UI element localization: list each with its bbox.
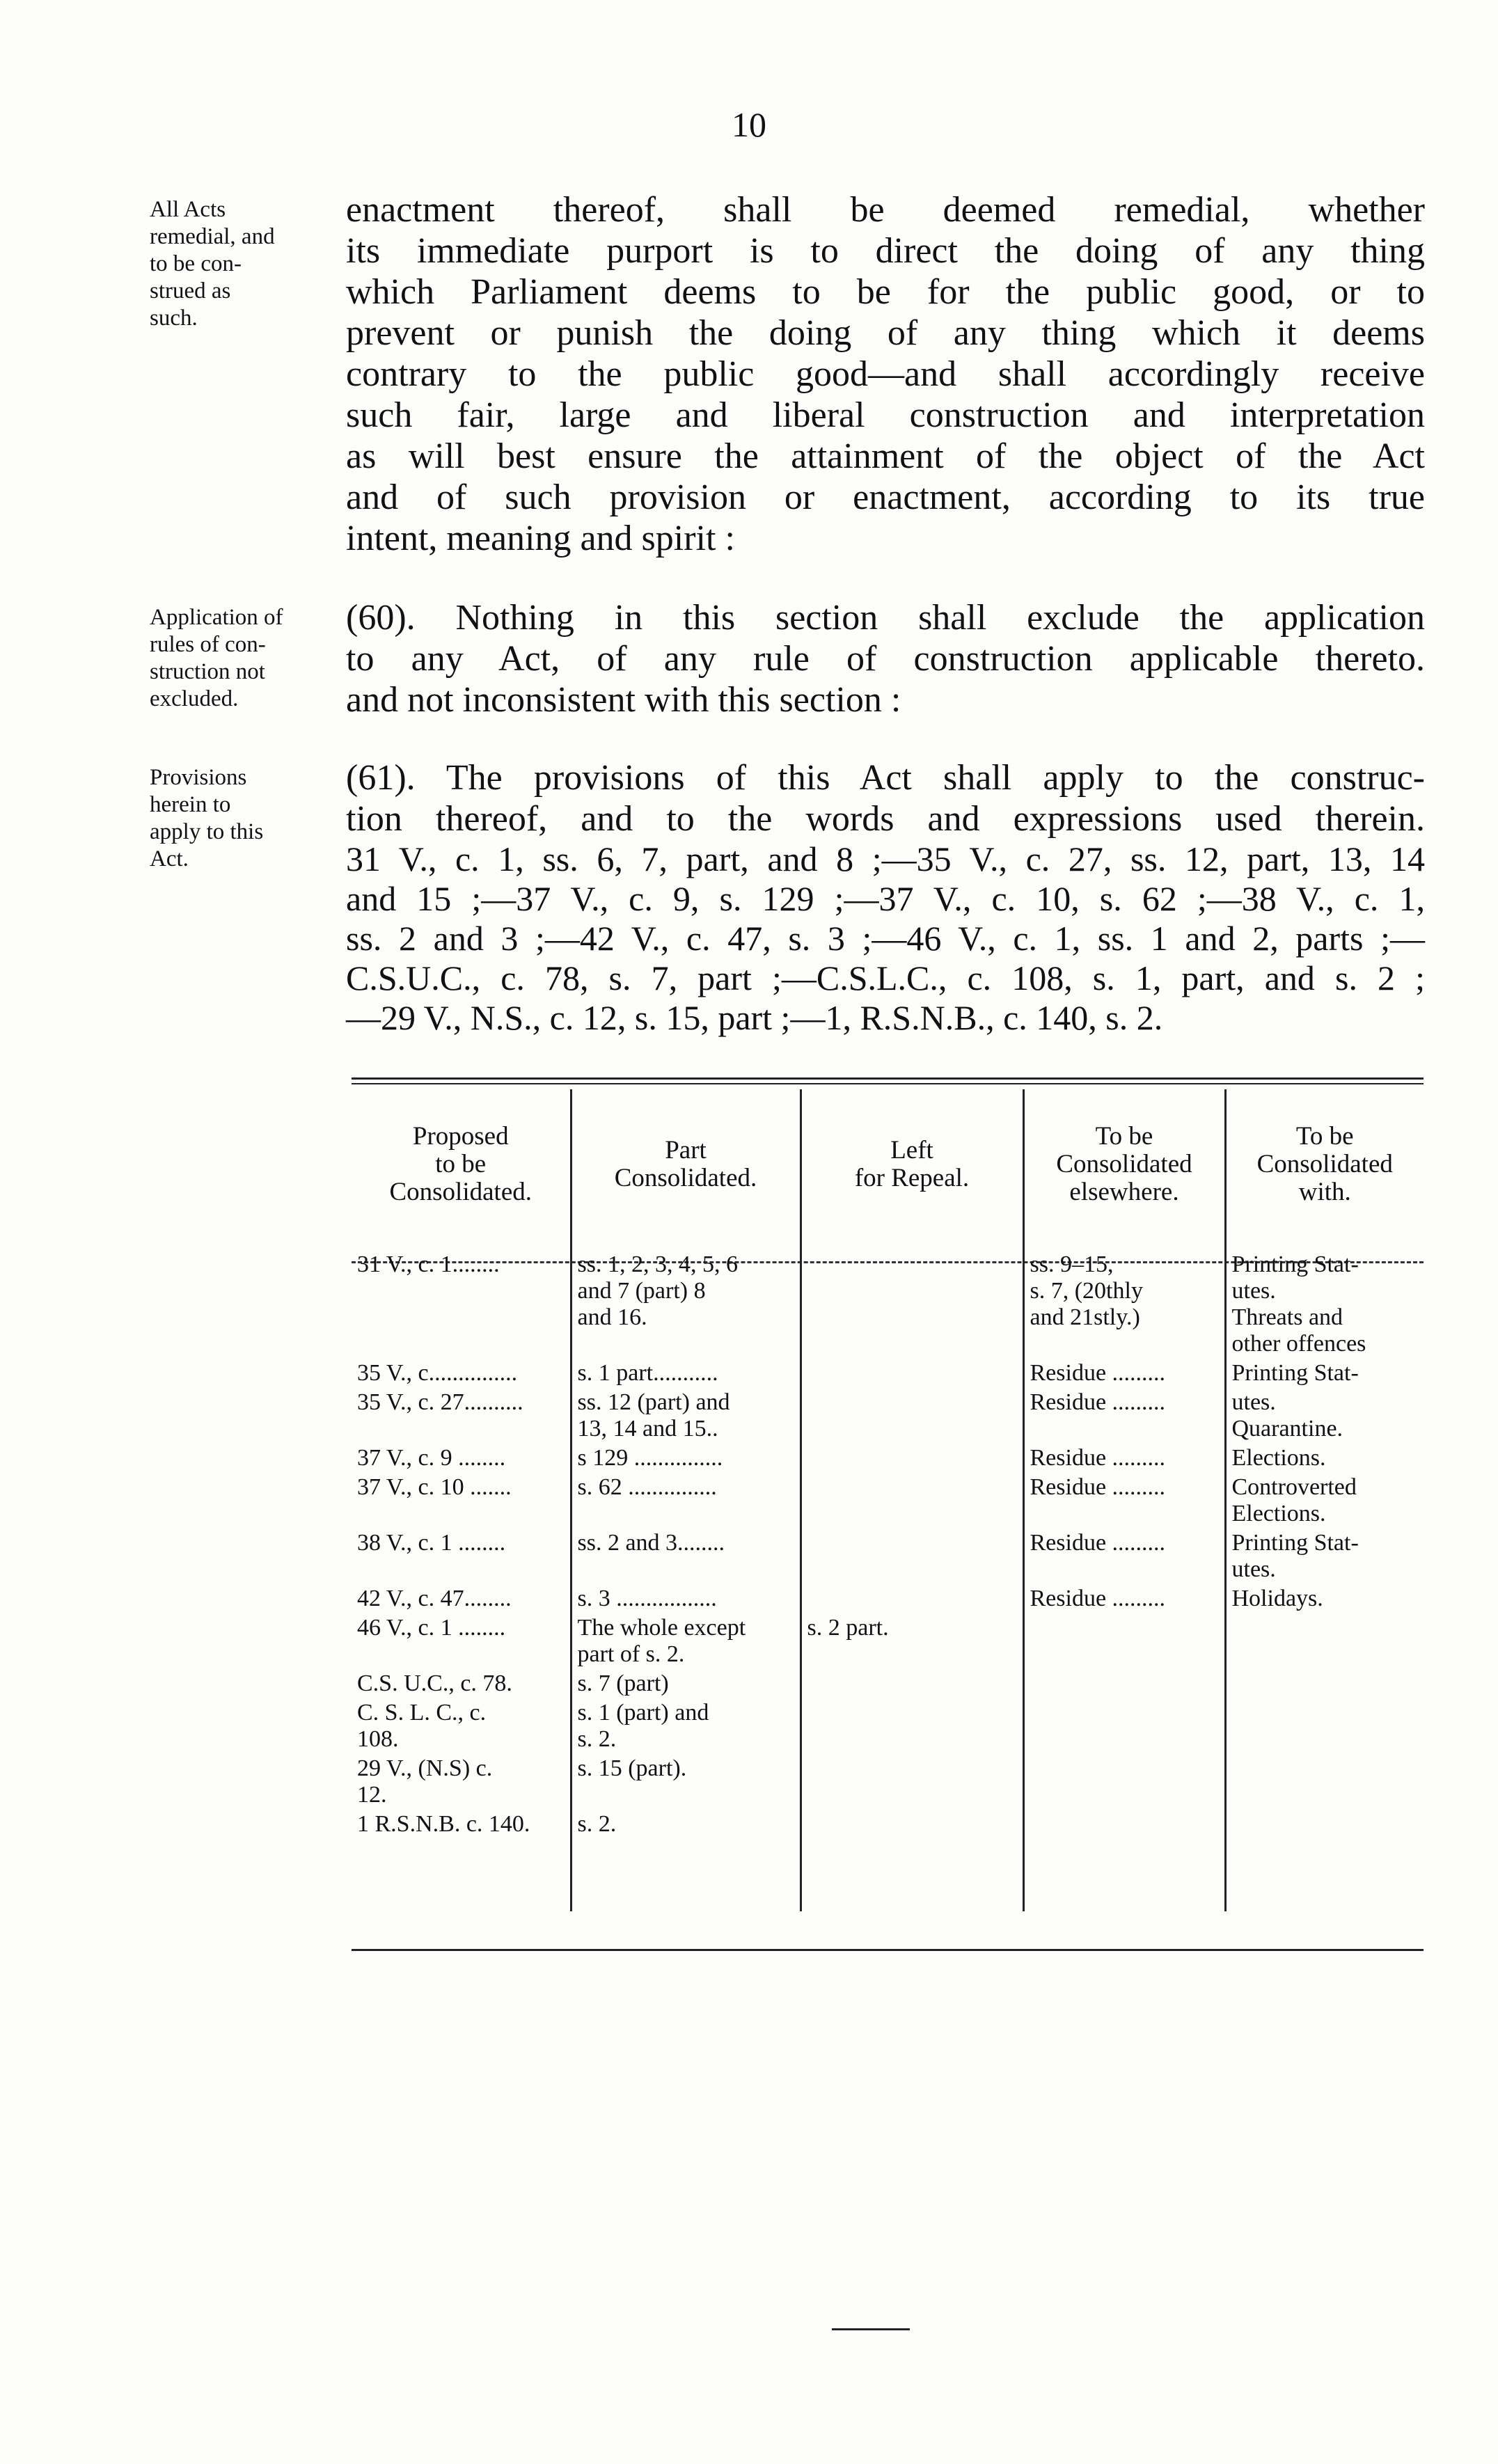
- citation-line: C.S.U.C., c. 78, s. 7, part ;—C.S.L.C., c. 108, s. 1, part, and s. 2 ;: [346, 958, 1425, 997]
- body-line: and not inconsistent with this section :: [346, 680, 901, 720]
- cell-line: Threats and: [1231, 1304, 1343, 1330]
- cell-line: ss. 9–15,: [1030, 1251, 1114, 1277]
- cell-with: [1225, 1529, 1424, 1584]
- cell-left: [801, 1388, 1023, 1444]
- cell-with: [1225, 1613, 1424, 1669]
- cell-part: [571, 1388, 801, 1444]
- table-row: [352, 1388, 1424, 1444]
- cell-with: [1225, 1669, 1424, 1698]
- cell-part: [571, 1359, 801, 1388]
- header-line: Consolidated.: [614, 1163, 757, 1192]
- filler-cell: [571, 1839, 801, 1911]
- cell-elsewhere: [1023, 1698, 1225, 1754]
- cell-elsewhere: [1023, 1669, 1225, 1698]
- cell-elsewhere: [1023, 1810, 1225, 1839]
- cell-line: 37 V., c. 10 .......: [357, 1474, 512, 1500]
- cell-line: and 21stly.): [1030, 1304, 1140, 1330]
- cell-line: s. 2.: [577, 1811, 617, 1837]
- filler-cell: [352, 1839, 571, 1911]
- section-61-text: [346, 757, 1425, 1038]
- cell-line: ss. 2 and 3........: [577, 1530, 725, 1556]
- body-line: enactment thereof, shall be deemed remedial, whether: [346, 190, 1425, 230]
- cell-part: [571, 1473, 801, 1529]
- cell-line: Residue .........: [1030, 1474, 1166, 1500]
- cell-line: Printing Stat-: [1231, 1530, 1359, 1556]
- table-row: [352, 1444, 1424, 1473]
- cell-line: Elections.: [1231, 1501, 1326, 1526]
- cell-line: other offences: [1231, 1331, 1366, 1357]
- body-line: and of such provision or enactment, according to its true: [346, 477, 1425, 517]
- cell-left: [801, 1613, 1023, 1669]
- margin-note-line: rules of con-: [150, 632, 266, 657]
- cell-proposed: [352, 1613, 571, 1669]
- cell-elsewhere: [1023, 1444, 1225, 1473]
- cell-part: [571, 1444, 801, 1473]
- cell-proposed: [352, 1529, 571, 1584]
- cell-left: [801, 1359, 1023, 1388]
- cell-proposed: [352, 1698, 571, 1754]
- cell-left: [801, 1698, 1023, 1754]
- consolidation-table: [352, 1089, 1424, 1911]
- cell-left: [801, 1584, 1023, 1613]
- citation-line: 31 V., c. 1, ss. 6, 7, part, and 8 ;—35 V., c. 27, ss. 12, part, 13, 14: [346, 839, 1425, 878]
- table-row: [352, 1239, 1424, 1359]
- page-number: 10: [732, 105, 766, 144]
- margin-note-line: remedial, and: [150, 224, 275, 249]
- cell-left: [801, 1754, 1023, 1810]
- cell-elsewhere: [1023, 1473, 1225, 1529]
- body-line: intent, meaning and spirit :: [346, 519, 735, 558]
- cell-left: [801, 1529, 1023, 1584]
- cell-proposed: [352, 1754, 571, 1810]
- citation-line: ss. 2 and 3 ;—42 V., c. 47, s. 3 ;—46 V., c. 1, ss. 1 and 2, parts ;—: [346, 919, 1425, 958]
- margin-note-line: excluded.: [150, 686, 239, 711]
- cell-elsewhere: [1023, 1754, 1225, 1810]
- cell-with: [1225, 1810, 1424, 1839]
- cell-line: and 16.: [577, 1304, 647, 1330]
- table-row: [352, 1810, 1424, 1839]
- citation-line: —29 V., N.S., c. 12, s. 15, part ;—1, R.S.N.B., c. 140, s. 2.: [346, 998, 1163, 1037]
- margin-note-line: Provisions: [150, 765, 247, 790]
- body-line: as will best ensure the attainment of the object of the Act: [346, 436, 1425, 476]
- cell-line: Holidays.: [1231, 1586, 1323, 1611]
- section-remedial-text: [346, 189, 1425, 559]
- body-line: its immediate purport is to direct the doing of any thing: [346, 231, 1425, 271]
- margin-note-application: [150, 604, 338, 713]
- header-line: Proposed: [412, 1121, 509, 1151]
- cell-part: [571, 1584, 801, 1613]
- cell-line: ss. 12 (part) and: [577, 1389, 730, 1415]
- cell-line: 1 R.S.N.B. c. 140.: [357, 1811, 530, 1837]
- section-60-text: [346, 597, 1425, 720]
- cell-line: Quarantine.: [1231, 1416, 1343, 1442]
- cell-left: [801, 1810, 1023, 1839]
- margin-note-line: herein to: [150, 792, 231, 817]
- table-row: [352, 1473, 1424, 1529]
- cell-proposed: [352, 1444, 571, 1473]
- header-line: To be: [1295, 1121, 1354, 1151]
- filler-cell: [801, 1839, 1023, 1911]
- cell-line: 31 V., c. 1........: [357, 1251, 500, 1277]
- header-line: to be: [435, 1149, 487, 1178]
- body-line: (61). The provisions of this Act shall apply to the construc-: [346, 758, 1425, 798]
- cell-with: [1225, 1359, 1424, 1388]
- cell-with: [1225, 1239, 1424, 1359]
- table-row: [352, 1754, 1424, 1810]
- cell-line: Residue .........: [1030, 1389, 1166, 1415]
- cell-part: [571, 1669, 801, 1698]
- cell-part: [571, 1613, 801, 1669]
- margin-note-line: Act.: [150, 846, 189, 871]
- cell-proposed: [352, 1239, 571, 1359]
- body-line: to any Act, of any rule of construction applicable thereto.: [346, 639, 1425, 679]
- cell-line: 12.: [357, 1782, 387, 1808]
- cell-line: C. S. L. C., c.: [357, 1700, 487, 1725]
- cell-line: and 7 (part) 8: [577, 1278, 706, 1304]
- cell-left: [801, 1473, 1023, 1529]
- cell-line: Residue .........: [1030, 1530, 1166, 1556]
- cell-line: Residue .........: [1030, 1586, 1166, 1611]
- cell-with: [1225, 1584, 1424, 1613]
- cell-part: [571, 1810, 801, 1839]
- cell-line: 108.: [357, 1726, 399, 1752]
- table-filler-row: [352, 1839, 1424, 1911]
- cell-line: 46 V., c. 1 ........: [357, 1615, 506, 1641]
- cell-elsewhere: [1023, 1529, 1225, 1584]
- header-proposed: [352, 1089, 571, 1239]
- cell-line: 42 V., c. 47........: [357, 1586, 512, 1611]
- header-line: Consolidated: [1056, 1149, 1192, 1178]
- cell-line: s. 1 (part) and: [577, 1700, 709, 1725]
- header-line: Left: [890, 1135, 933, 1164]
- table-top-rule: [352, 1077, 1424, 1080]
- cell-line: s. 62 ...............: [577, 1474, 717, 1500]
- cell-elsewhere: [1023, 1613, 1225, 1669]
- margin-note-remedial: [150, 196, 338, 332]
- filler-cell: [1023, 1839, 1225, 1911]
- cell-with: [1225, 1698, 1424, 1754]
- cell-elsewhere: [1023, 1359, 1225, 1388]
- cell-part: [571, 1239, 801, 1359]
- cell-line: s. 2.: [577, 1726, 617, 1752]
- cell-line: utes.: [1231, 1556, 1276, 1582]
- margin-note-line: such.: [150, 306, 198, 331]
- cell-with: [1225, 1444, 1424, 1473]
- cell-proposed: [352, 1669, 571, 1698]
- cell-line: Residue .........: [1030, 1445, 1166, 1471]
- table-row: [352, 1584, 1424, 1613]
- cell-part: [571, 1698, 801, 1754]
- header-line: Part: [665, 1135, 707, 1164]
- cell-with: [1225, 1754, 1424, 1810]
- cell-proposed: [352, 1359, 571, 1388]
- cell-line: C.S. U.C., c. 78.: [357, 1671, 512, 1696]
- cell-line: utes.: [1231, 1389, 1276, 1415]
- cell-line: Elections.: [1231, 1445, 1326, 1471]
- cell-left: [801, 1669, 1023, 1698]
- header-part: [571, 1089, 801, 1239]
- cell-line: Printing Stat-: [1231, 1251, 1359, 1277]
- table-row: [352, 1613, 1424, 1669]
- cell-left: [801, 1444, 1023, 1473]
- body-line: such fair, large and liberal construction and interpretation: [346, 395, 1425, 435]
- cell-line: 35 V., c. 27..........: [357, 1389, 523, 1415]
- header-line: Consolidated.: [389, 1177, 532, 1206]
- cell-proposed: [352, 1584, 571, 1613]
- table-header-row: [352, 1089, 1424, 1239]
- header-line: elsewhere.: [1069, 1177, 1179, 1206]
- header-line: To be: [1095, 1121, 1153, 1151]
- margin-note-line: Application of: [150, 605, 283, 630]
- margin-note-provisions: [150, 764, 338, 873]
- citation-line: and 15 ;—37 V., c. 9, s. 129 ;—37 V., c. 10, s. 62 ;—38 V., c. 1,: [346, 879, 1425, 918]
- body-line: (60). Nothing in this section shall exclude the application: [346, 598, 1425, 638]
- cell-with: [1225, 1388, 1424, 1444]
- cell-line: s. 7, (20thly: [1030, 1278, 1143, 1304]
- cell-line: s 129 ...............: [577, 1445, 723, 1471]
- cell-line: 35 V., c...............: [357, 1360, 518, 1386]
- end-rule: [832, 2328, 910, 2330]
- citations: [346, 839, 1425, 1038]
- header-line: with.: [1298, 1177, 1351, 1206]
- body-line: tion thereof, and to the words and expressions used therein.: [346, 799, 1425, 839]
- cell-line: s. 1 part...........: [577, 1360, 718, 1386]
- body-line: which Parliament deems to be for the public good, or to: [346, 272, 1425, 312]
- cell-line: s. 3 .................: [577, 1586, 717, 1611]
- cell-elsewhere: [1023, 1388, 1225, 1444]
- cell-line: 38 V., c. 1 ........: [357, 1530, 506, 1556]
- body-line: prevent or punish the doing of any thing which it deems: [346, 313, 1425, 353]
- cell-line: s. 7 (part): [577, 1671, 669, 1696]
- margin-note-line: strued as: [150, 278, 231, 303]
- header-elsewhere: [1023, 1089, 1225, 1239]
- table-row: [352, 1359, 1424, 1388]
- cell-left: [801, 1239, 1023, 1359]
- margin-note-line: apply to this: [150, 819, 264, 844]
- cell-part: [571, 1754, 801, 1810]
- table-row: [352, 1669, 1424, 1698]
- header-line: Consolidated: [1256, 1149, 1393, 1178]
- cell-line: ss. 1, 2, 3, 4, 5, 6: [577, 1251, 738, 1277]
- cell-line: s. 2 part.: [807, 1615, 889, 1641]
- cell-elsewhere: [1023, 1584, 1225, 1613]
- header-line: for Repeal.: [854, 1163, 970, 1192]
- cell-proposed: [352, 1388, 571, 1444]
- cell-line: part of s. 2.: [577, 1641, 685, 1667]
- table-body: [352, 1239, 1424, 1911]
- cell-proposed: [352, 1810, 571, 1839]
- cell-line: 29 V., (N.S) c.: [357, 1755, 493, 1781]
- cell-line: utes.: [1231, 1278, 1276, 1304]
- cell-line: Printing Stat-: [1231, 1360, 1359, 1386]
- cell-line: 37 V., c. 9 ........: [357, 1445, 506, 1471]
- table-row: [352, 1698, 1424, 1754]
- table-bottom-rule: [352, 1949, 1424, 1951]
- cell-line: 13, 14 and 15..: [577, 1416, 718, 1442]
- cell-with: [1225, 1473, 1424, 1529]
- cell-line: Residue .........: [1030, 1360, 1166, 1386]
- margin-note-line: struction not: [150, 659, 265, 684]
- margin-note-line: to be con-: [150, 251, 242, 276]
- cell-part: [571, 1529, 801, 1584]
- cell-elsewhere: [1023, 1239, 1225, 1359]
- table-top-rule-2: [352, 1083, 1424, 1084]
- table-row: [352, 1529, 1424, 1584]
- header-left: [801, 1089, 1023, 1239]
- cell-proposed: [352, 1473, 571, 1529]
- body-line: contrary to the public good—and shall accordingly receive: [346, 354, 1425, 394]
- cell-line: s. 15 (part).: [577, 1755, 687, 1781]
- cell-line: The whole except: [577, 1615, 746, 1641]
- header-with: [1225, 1089, 1424, 1239]
- cell-line: Controverted: [1231, 1474, 1357, 1500]
- filler-cell: [1225, 1839, 1424, 1911]
- margin-note-line: All Acts: [150, 197, 226, 222]
